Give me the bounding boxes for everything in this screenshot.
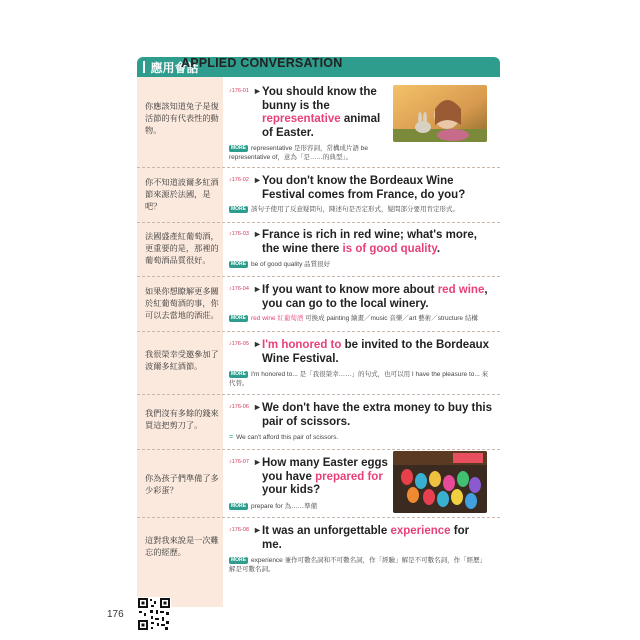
audio-track-number[interactable]: ♪176-08 <box>229 527 249 533</box>
row-more-note: MORE 該句子使用了反意疑問句，陳述句是否定形式，疑問部分要用肯定形式。 <box>231 205 459 213</box>
row-divider <box>137 167 500 168</box>
arrow-icon: ► <box>253 402 262 412</box>
equals-icon: = <box>229 434 234 441</box>
row-chinese: 我們沒有多餘的錢來買這把剪刀了。 <box>145 409 219 430</box>
arrow-icon: ► <box>253 86 262 96</box>
arrow-icon: ► <box>253 229 262 239</box>
row-english: If you want to know more about red wine, you can go to the local winery. <box>262 284 488 310</box>
header-separator <box>143 61 145 73</box>
arrow-icon: ► <box>253 525 262 535</box>
audio-track-number[interactable]: ♪176-04 <box>229 286 249 292</box>
conversation-row-2 <box>137 175 500 225</box>
arrow-icon: ► <box>253 284 262 294</box>
row-divider <box>137 517 500 518</box>
row-chinese: 你為孩子們準備了多少彩蛋？ <box>145 474 219 495</box>
row-english: France is rich in red wine; what's more, the wine there is of good quality. <box>262 229 477 255</box>
row-english: You don't know the Bordeaux Wine Festival comes from France, do you? <box>262 175 466 201</box>
row-chinese: 如果你想瞭解更多關於紅葡萄酒的事，你可以去當地的酒莊。 <box>145 287 219 320</box>
conversation-row-8 <box>137 525 500 585</box>
row-english: It was an unforgettable experience for me. <box>262 525 470 551</box>
audio-track-number[interactable]: ♪176-03 <box>229 231 249 237</box>
row-chinese: 這對我來說是一次難忘的經歷。 <box>145 536 219 557</box>
row-english: I'm honored to be invited to the Bordeaux Wine Festival. <box>262 339 490 365</box>
row-chinese: 法國盛產紅葡萄酒，更重要的是，那裡的葡萄酒品質很好。 <box>145 232 219 265</box>
page-number: 176 <box>107 609 124 620</box>
audio-track-number[interactable]: ♪176-05 <box>229 341 249 347</box>
conversation-row-3 <box>137 229 500 279</box>
conversation-row-6 <box>137 402 500 452</box>
header-title-en: APPLIED CONVERSATION <box>181 56 343 70</box>
audio-track-number[interactable]: ♪176-06 <box>229 404 249 410</box>
arrow-icon: ► <box>253 175 262 185</box>
bunny-and-child-photo <box>393 85 487 142</box>
row-more-note: MORE experience 兼作可數名詞和不可數名詞，作「經驗」解是不可數名詞，作「經歷」解是可數名詞。 <box>229 556 487 573</box>
arrow-icon: ► <box>253 457 262 467</box>
conversation-row-4 <box>137 284 500 334</box>
section-header <box>137 57 500 77</box>
row-divider <box>137 276 500 277</box>
arrow-icon: ► <box>253 339 262 349</box>
row-chinese: 你應該知道兔子是復活節的有代表性的動物。 <box>145 102 219 135</box>
row-more-note: MORE I'm honored to... 是「我很榮幸……」的句式，也可以用 I have the pleasure to... 來代替。 <box>229 370 489 387</box>
row-chinese: 你不知道波爾多紅酒節來源於法國，是吧？ <box>145 178 219 211</box>
conversation-row-5 <box>137 339 500 394</box>
header-title-zh: 應用會話 <box>150 60 199 75</box>
row-english: How many Easter eggs you have prepared for your kids? <box>262 457 388 496</box>
audio-track-number[interactable]: ♪176-02 <box>229 177 249 183</box>
audio-track-number[interactable]: ♪176-01 <box>229 88 249 94</box>
easter-eggs-photo <box>393 451 487 513</box>
audio-track-number[interactable]: ♪176-07 <box>229 459 249 465</box>
row-more-note: MORE red wine 紅葡萄酒 可換成 painting 繪畫／music 音樂／art 藝術／structure 結構 <box>231 314 478 322</box>
row-more-note: MORE be of good quality 品質很好 <box>231 260 331 268</box>
row-english: We don't have the extra money to buy this pair of scissors. <box>262 402 493 428</box>
row-divider <box>137 394 500 395</box>
row-more-note: MORE representative 是形容詞，常構成片語 be representative of，意為「是……的典型」。 <box>229 144 369 161</box>
row-divider <box>137 222 500 223</box>
row-chinese: 我很榮幸受邀參加了波爾多紅酒節。 <box>145 350 219 371</box>
row-divider <box>137 331 500 332</box>
row-english: You should know the bunny is the representative animal of Easter. <box>262 86 381 139</box>
row-more-note: MORE prepare for 為……準備 <box>231 502 318 510</box>
qr-code-icon[interactable] <box>137 597 171 631</box>
row-divider <box>137 449 500 450</box>
row-more-note: = We can't afford this pair of scissors. <box>229 434 339 441</box>
